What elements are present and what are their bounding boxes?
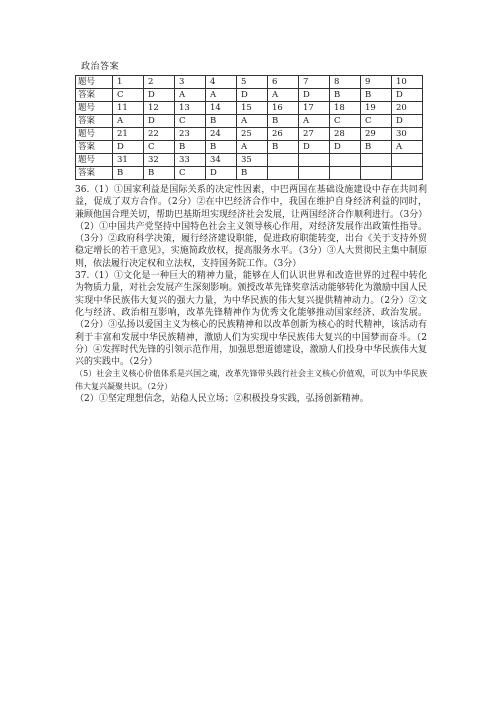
answer-cell: D bbox=[299, 141, 330, 154]
row-label: 题号 bbox=[76, 76, 113, 89]
answer-cell: D bbox=[206, 167, 237, 180]
answer-cell: B bbox=[361, 141, 392, 154]
row-label: 题号 bbox=[76, 128, 113, 141]
question-number-cell bbox=[268, 154, 299, 167]
question-number-cell: 31 bbox=[113, 154, 144, 167]
answer-cell: A bbox=[237, 115, 268, 128]
answer-36-part2: （2）①中国共产党坚持中国特色社会主义领导核心作用，对经济发展作出政策性指导。（3分）②政府科学决策，履行经济建设职能，促进政府职能转变，出台《关于支持外贸稳定增长的若干意见》，实施简政放权，提高服务水平。（3分）③人大贯彻民主集中制原则，依法履行决定权和立法权，支持国务院工作。（3分） bbox=[75, 221, 427, 269]
question-number-row bbox=[76, 102, 423, 115]
answer-cell: B bbox=[206, 141, 237, 154]
question-number-cell: 5 bbox=[237, 76, 268, 89]
row-label: 答案 bbox=[76, 89, 113, 102]
question-number-cell: 7 bbox=[299, 76, 330, 89]
answer-cell: D bbox=[392, 89, 423, 102]
question-number-cell: 11 bbox=[113, 102, 144, 115]
answer-cell: B bbox=[144, 167, 175, 180]
answer-cell: A bbox=[392, 141, 423, 154]
answer-cell: D bbox=[144, 115, 175, 128]
question-number-cell: 13 bbox=[175, 102, 206, 115]
question-number-cell: 33 bbox=[175, 154, 206, 167]
answer-cell: C bbox=[113, 89, 144, 102]
question-number-cell: 20 bbox=[392, 102, 423, 115]
answer-row bbox=[76, 115, 423, 128]
answer-cell: A bbox=[206, 89, 237, 102]
answer-cell: B bbox=[268, 115, 299, 128]
answer-cell: A bbox=[237, 141, 268, 154]
answer-37-part1-point5: （5）社会主义核心价值体系是兴国之魂，改革先锋带头践行社会主义核心价值观，可以为中华民族伟大复兴凝聚共识。（2分） bbox=[75, 369, 427, 391]
answer-cell: D bbox=[299, 89, 330, 102]
answer-row bbox=[76, 167, 423, 180]
row-label: 题号 bbox=[76, 102, 113, 115]
question-number-cell bbox=[299, 154, 330, 167]
question-number-cell: 4 bbox=[206, 76, 237, 89]
answer-37-part2: （2）①坚定理想信念，站稳人民立场；②积极投身实践，弘扬创新精神。 bbox=[75, 394, 369, 405]
answer-cell: B bbox=[175, 141, 206, 154]
question-number-cell: 3 bbox=[175, 76, 206, 89]
row-label: 答案 bbox=[76, 115, 113, 128]
question-number-cell: 26 bbox=[268, 128, 299, 141]
answer-row bbox=[76, 141, 423, 154]
answer-cell: D bbox=[113, 141, 144, 154]
answer-cell: D bbox=[237, 89, 268, 102]
answer-cell: A bbox=[268, 89, 299, 102]
question-number-cell: 2 bbox=[144, 76, 175, 89]
row-label: 答案 bbox=[76, 141, 113, 154]
question-number-cell: 10 bbox=[392, 76, 423, 89]
answer-cell bbox=[268, 167, 299, 180]
question-number-cell: 24 bbox=[206, 128, 237, 141]
answer-cell bbox=[299, 167, 330, 180]
question-number-cell: 15 bbox=[237, 102, 268, 115]
question-number-cell: 30 bbox=[392, 128, 423, 141]
question-number-row bbox=[76, 128, 423, 141]
question-number-cell: 6 bbox=[268, 76, 299, 89]
answer-cell: C bbox=[361, 115, 392, 128]
question-number-cell: 23 bbox=[175, 128, 206, 141]
answer-cell bbox=[392, 167, 423, 180]
question-number-cell: 19 bbox=[361, 102, 392, 115]
answer-cell: D bbox=[330, 141, 361, 154]
answer-cell: C bbox=[175, 167, 206, 180]
question-number-cell: 35 bbox=[237, 154, 268, 167]
question-number-cell: 17 bbox=[299, 102, 330, 115]
answer-row bbox=[76, 89, 423, 102]
answer-cell bbox=[330, 167, 361, 180]
question-number-cell: 8 bbox=[330, 76, 361, 89]
answer-36-part1: 36.（1）①国家利益是国际关系的决定性因素，中巴两国在基础设施建设中存在共同利益，促成了双方合作。（2分）②在中巴经济合作中，我国在维护自身经济利益的同时，兼顾他国合理关切，帮助巴基斯坦实现经济社会发展，让两国经济合作顺利进行。（3分） bbox=[75, 185, 428, 220]
question-number-cell: 18 bbox=[330, 102, 361, 115]
question-number-cell: 25 bbox=[237, 128, 268, 141]
answer-cell: A bbox=[113, 115, 144, 128]
question-number-cell: 21 bbox=[113, 128, 144, 141]
answer-table bbox=[75, 75, 423, 180]
answer-cell: B bbox=[330, 89, 361, 102]
question-number-cell bbox=[330, 154, 361, 167]
answer-37-part1: 37.（1）①文化是一种巨大的精神力量，能够在人们认识世界和改造世界的过程中转化为物质力量，对社会发展产生深刻影响。颁授改革先锋奖章活动能够转化为激励中国人民实现中华民族伟大复兴的强大力量，为中华民族的伟大复兴提供精神动力。（2分）②文化与经济、政治相互影响，改革先锋精神作为优秀文化能够推动国家经济、政治发展。（2分）③弘扬以爱国主义为核心的民族精神和以改革创新为核心的时代精神，该活动有利于丰富和发展中华民族精神，激励人们为实现中华民族伟大复兴的中国梦而奋斗。（2分）④发挥时代先锋的引领示范作用，加强思想道德建设，激励人们投身中华民族伟大复兴的实践中。（2分） bbox=[75, 271, 427, 368]
question-number-cell: 32 bbox=[144, 154, 175, 167]
row-label: 答案 bbox=[76, 167, 113, 180]
question-number-cell: 16 bbox=[268, 102, 299, 115]
question-number-cell bbox=[361, 154, 392, 167]
answer-cell: B bbox=[113, 167, 144, 180]
answer-cell bbox=[361, 167, 392, 180]
question-number-cell: 14 bbox=[206, 102, 237, 115]
answer-text bbox=[75, 184, 427, 405]
question-number-cell: 22 bbox=[144, 128, 175, 141]
answer-cell: D bbox=[144, 89, 175, 102]
question-number-row bbox=[76, 76, 423, 89]
question-number-cell: 28 bbox=[330, 128, 361, 141]
question-number-cell: 27 bbox=[299, 128, 330, 141]
question-number-cell: 12 bbox=[144, 102, 175, 115]
answer-cell: B bbox=[361, 89, 392, 102]
question-number-cell bbox=[392, 154, 423, 167]
answer-cell: A bbox=[175, 89, 206, 102]
answer-cell: B bbox=[268, 141, 299, 154]
answer-cell: A bbox=[299, 115, 330, 128]
answer-cell: C bbox=[144, 141, 175, 154]
answer-cell: D bbox=[392, 115, 423, 128]
question-number-row bbox=[76, 154, 423, 167]
row-label: 题号 bbox=[76, 154, 113, 167]
answer-cell: C bbox=[175, 115, 206, 128]
document-title: 政治答案 bbox=[81, 62, 120, 72]
question-number-cell: 9 bbox=[361, 76, 392, 89]
question-number-cell: 34 bbox=[206, 154, 237, 167]
answer-cell: C bbox=[330, 115, 361, 128]
question-number-cell: 1 bbox=[113, 76, 144, 89]
question-number-cell: 29 bbox=[361, 128, 392, 141]
answer-cell: B bbox=[237, 167, 268, 180]
answer-cell: B bbox=[206, 115, 237, 128]
